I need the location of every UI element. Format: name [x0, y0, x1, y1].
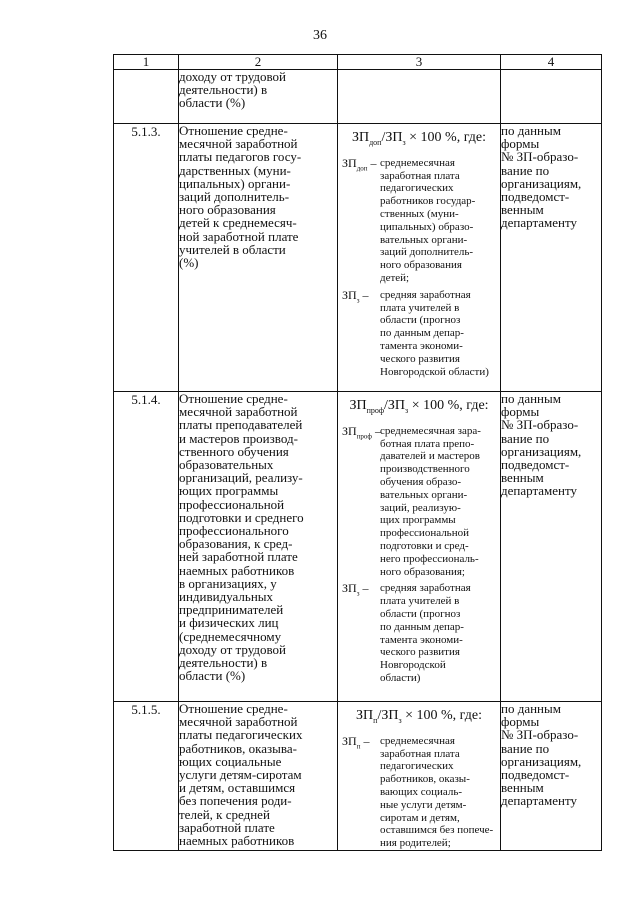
variable-description-line: заций дополнитель- [380, 246, 474, 259]
variable-description-line: вательных органи- [380, 233, 468, 246]
formula-denominator: ЗП [387, 398, 406, 413]
data-source-line: организациям, [501, 443, 582, 459]
indicator-name-line: заработной плате [179, 819, 275, 835]
data-source [501, 70, 602, 124]
table-row [114, 70, 602, 124]
header-col-1: 1 [114, 55, 179, 70]
variable-description-line: ственных (муни- [380, 207, 459, 220]
indicator-name-line: организаций, реализу- [179, 470, 303, 486]
indicator-name-line: работников, оказыва- [179, 740, 297, 756]
indicator-name-line: дарственных (муни- [179, 162, 291, 178]
variable-description-line: ного образования [380, 259, 462, 272]
formula-numerator-sub: п [373, 715, 378, 725]
indicator-name-line: телей, к средней [179, 806, 270, 822]
variable-dash: – [360, 733, 370, 748]
indicator-name [179, 392, 338, 702]
variable-symbol [342, 289, 380, 379]
indicator-name-line: детей к среднемесяч- [179, 215, 297, 231]
data-source-line: подведомст- [501, 767, 570, 783]
indicator-name-line: учителей в области [179, 241, 286, 257]
data-source [501, 124, 602, 392]
indicator-name [179, 702, 338, 851]
indicator-number: 5.1.4. [114, 392, 179, 702]
variable-symbol [342, 157, 380, 285]
indicator-name-line: деятельности) в [179, 82, 268, 98]
data-source-line: вание по [501, 162, 550, 178]
page-number: 36 [313, 28, 327, 43]
indicator-name-line: образовательных [179, 457, 274, 473]
indicator-name-line: месячной заработной [179, 714, 298, 730]
data-source-line: № ЗП-образо- [501, 149, 579, 165]
indicator-name-line: подготовки и среднего [179, 509, 304, 525]
indicator-name-line: области (%) [179, 95, 246, 111]
variable-description-line: щих программы [380, 514, 456, 527]
data-source-line: по данным [501, 123, 561, 138]
indicator-name-line: ственного обучения [179, 443, 289, 459]
indicator-name-line: в организациях, у [179, 575, 277, 591]
table-header-row [114, 55, 602, 70]
variable-description-line: ные услуги детям- [380, 798, 467, 811]
formula-numerator: ЗП [349, 398, 367, 413]
indicator-name-line: Отношение средне- [179, 701, 288, 716]
variable-description-line: по данным депар- [380, 620, 464, 633]
variable-description-line: вательных органи- [380, 488, 468, 501]
data-source-line: организациям, [501, 175, 582, 191]
data-source-line: венным [501, 470, 544, 486]
indicator-name [179, 124, 338, 392]
variable-description-line: среднемесячная [380, 156, 455, 169]
variable-description-line: плата учителей в [380, 301, 460, 314]
formula-denominator-sub: з [405, 405, 409, 415]
indicator-name-line: образования, к сред- [179, 536, 293, 552]
data-source-line: департаменту [501, 483, 578, 499]
variable-description-line: работников государ- [380, 195, 476, 208]
indicator-name-line: платы преподавателей [179, 417, 303, 433]
variable-description-line: среднемесячная [380, 734, 455, 747]
indicator-name-line: ного образования [179, 202, 276, 218]
formula: $ЗП_{доп}/ЗП_з \times 100$ %, где: [351, 130, 486, 147]
table-row [114, 392, 602, 702]
data-source-line: формы [501, 136, 540, 152]
formula-denominator: ЗП [385, 130, 403, 145]
variable-description-line: области) [380, 671, 421, 684]
variable-description-line: ческого развития [380, 352, 460, 365]
indicator-name-line: Отношение средне- [179, 123, 288, 138]
formula-denominator-sub: з [398, 715, 402, 725]
variable-description-line: производственного [380, 463, 470, 476]
variable-description-line: по данным депар- [380, 327, 464, 340]
variable-symbol-text: ЗП [342, 155, 357, 170]
indicator-number: 5.1.3. [114, 124, 179, 392]
indicator-name-line: наемных работников [179, 562, 295, 578]
variable-description-line: области (прогноз [380, 607, 461, 620]
data-source-line: подведомст- [501, 457, 570, 473]
variable-description-line: подготовки и сред- [380, 539, 469, 552]
variable-description-line: Новгородской [380, 659, 446, 672]
indicator-name-line: и физических лиц [179, 615, 279, 631]
variable-description-line: обучения образо- [380, 475, 462, 488]
indicator-name-line: области (%) [179, 668, 246, 684]
formula-numerator: ЗП [356, 708, 374, 723]
variable-definition [342, 289, 498, 379]
variable-dash: – [367, 155, 377, 170]
data-source-line: вание по [501, 740, 550, 756]
data-source-line: № ЗП-образо- [501, 417, 579, 433]
data-source-line: венным [501, 202, 544, 218]
table-row [114, 702, 602, 851]
variable-description-line: заций, реализую- [380, 501, 461, 514]
indicator-name-line: (среднемесячному [179, 628, 282, 644]
indicators-table [113, 54, 602, 851]
variable-description-line: Новгородской области) [380, 365, 489, 378]
variable-symbol-sub: з [356, 589, 360, 598]
variable-description-line: области (прогноз [380, 314, 461, 327]
variable-symbol [342, 425, 380, 579]
variable-description-line: вающих социаль- [380, 785, 463, 798]
indicator-name-line: предпринимателей [179, 602, 284, 618]
formula-tail: × 100 %, где: [401, 708, 482, 723]
indicator-name-line: ющих социальные [179, 753, 282, 769]
indicator-name-line: платы педагогов госу- [179, 149, 302, 165]
header-col-2: 2 [179, 55, 338, 70]
calculation-method [338, 124, 501, 392]
variable-description-line: детей; [380, 271, 410, 284]
formula: $ЗП_п/ЗП_з \times 100$ %, где: [356, 708, 482, 725]
variable-description-line: педагогических [380, 760, 454, 773]
variable-symbol-sub: п [356, 742, 361, 751]
calculation-method [338, 392, 501, 702]
variable-description-line: заработная плата [380, 747, 460, 760]
indicator-name-line: ной заработной плате [179, 228, 299, 244]
data-source-line: формы [501, 404, 540, 420]
data-source-line: № ЗП-образо- [501, 727, 579, 743]
indicator-name-line: месячной заработной [179, 136, 298, 152]
variable-description-line: него профессиональ- [380, 552, 479, 565]
variable-dash: – [359, 287, 369, 302]
indicator-name-line: доходу от трудовой [179, 69, 287, 84]
formula-denominator-sub: з [402, 137, 406, 147]
table-row [114, 124, 602, 392]
variable-symbol-text: ЗП [342, 423, 357, 438]
variable-dash: – [371, 423, 381, 438]
header-col-3: 3 [338, 55, 501, 70]
variable-symbol [342, 582, 380, 684]
indicator-name-line: платы педагогических [179, 727, 303, 743]
indicator-name-line: и детям, оставшимся [179, 780, 296, 796]
indicator-name-line: профессионального [179, 523, 289, 539]
indicator-name [179, 70, 338, 124]
variable-description-line: тамента экономи- [380, 633, 463, 646]
variable-description-line: тамента экономи- [380, 339, 463, 352]
data-source-line: формы [501, 714, 540, 730]
variable-description-line: педагогических [380, 182, 454, 195]
data-source-line: венным [501, 780, 544, 796]
calculation-method [338, 702, 501, 851]
variable-description [380, 425, 498, 579]
indicator-name-line: наемных работников [179, 833, 295, 849]
indicator-name-line: без попечения роди- [179, 793, 292, 809]
data-source [501, 702, 602, 851]
data-source-line: по данным [501, 701, 561, 716]
indicator-name-line: и мастеров производ- [179, 430, 298, 446]
formula-numerator: ЗП [351, 130, 370, 145]
variable-description-line: работников, оказы- [380, 773, 470, 786]
header-col-4: 4 [501, 55, 602, 70]
variable-description [380, 157, 498, 285]
indicator-name-line: индивидуальных [179, 589, 274, 605]
variable-definition [342, 425, 498, 579]
variable-description-line: оставшимся без попече- [380, 824, 494, 837]
indicator-name-line: услуги детям-сиротам [179, 767, 302, 783]
variable-definition [342, 735, 498, 850]
variable-description-line: ного образования; [380, 565, 465, 578]
formula: $ЗП_{проф}/ЗП_з \times 100$ %, где: [349, 398, 489, 415]
variable-description [380, 735, 498, 850]
variable-symbol-text: ЗП [342, 581, 357, 596]
variable-symbol [342, 735, 380, 850]
variable-symbol-sub: доп [356, 164, 368, 173]
variable-symbol-sub: проф [356, 432, 372, 441]
data-source-line: департаменту [501, 793, 578, 809]
indicator-name-line: доходу от трудовой [179, 641, 287, 657]
indicator-name-line: деятельности) в [179, 655, 268, 671]
variable-symbol-text: ЗП [342, 733, 357, 748]
variable-symbol-sub: з [356, 296, 360, 305]
indicator-name-line: ней заработной плате [179, 549, 298, 565]
formula-numerator-sub: доп [369, 137, 382, 147]
indicator-name-line: (%) [179, 255, 199, 271]
indicator-name-line: месячной заработной [179, 404, 298, 420]
indicator-name-line: ющих программы [179, 483, 279, 499]
variable-description-line: сиротам и детям, [380, 811, 460, 824]
indicator-number [114, 70, 179, 124]
formula-denominator: ЗП [381, 708, 399, 723]
indicator-number: 5.1.5. [114, 702, 179, 851]
variable-description-line: профессиональной [380, 527, 469, 540]
variable-description-line: средняя заработная [380, 582, 471, 595]
formula-tail: × 100 %, где: [408, 398, 489, 413]
variable-description-line: средняя заработная [380, 288, 471, 301]
variable-description-line: заработная плата [380, 169, 460, 182]
data-source-line: подведомст- [501, 189, 570, 205]
variable-symbol-text: ЗП [342, 287, 357, 302]
indicator-name-line: заций дополнитель- [179, 189, 290, 205]
variable-description-line: ческого развития [380, 646, 460, 659]
formula-tail: × 100 %, где: [405, 130, 486, 145]
data-source-line: организациям, [501, 753, 582, 769]
variable-description-line: среднемесячная зара- [380, 424, 481, 437]
variable-description-line: ципальных) образо- [380, 220, 474, 233]
indicator-name-line: Отношение средне- [179, 391, 288, 406]
variable-description-line: плата учителей в [380, 595, 460, 608]
data-source [501, 392, 602, 702]
data-source-line: департаменту [501, 215, 578, 231]
indicator-name-line: профессиональной [179, 496, 285, 512]
data-source-line: по данным [501, 391, 561, 406]
variable-description-line: ботная плата препо- [380, 437, 475, 450]
data-source-line: вание по [501, 430, 550, 446]
variable-definition [342, 582, 498, 684]
variable-dash: – [359, 581, 369, 596]
calculation-method [338, 70, 501, 124]
variable-description [380, 289, 498, 379]
variable-description-line: давателей и мастеров [380, 450, 480, 463]
formula-numerator-sub: проф [366, 405, 385, 415]
variable-definition [342, 157, 498, 285]
variable-description [380, 582, 498, 684]
indicator-name-line: ципальных) органи- [179, 175, 291, 191]
variable-description-line: ния родителей; [380, 837, 451, 850]
